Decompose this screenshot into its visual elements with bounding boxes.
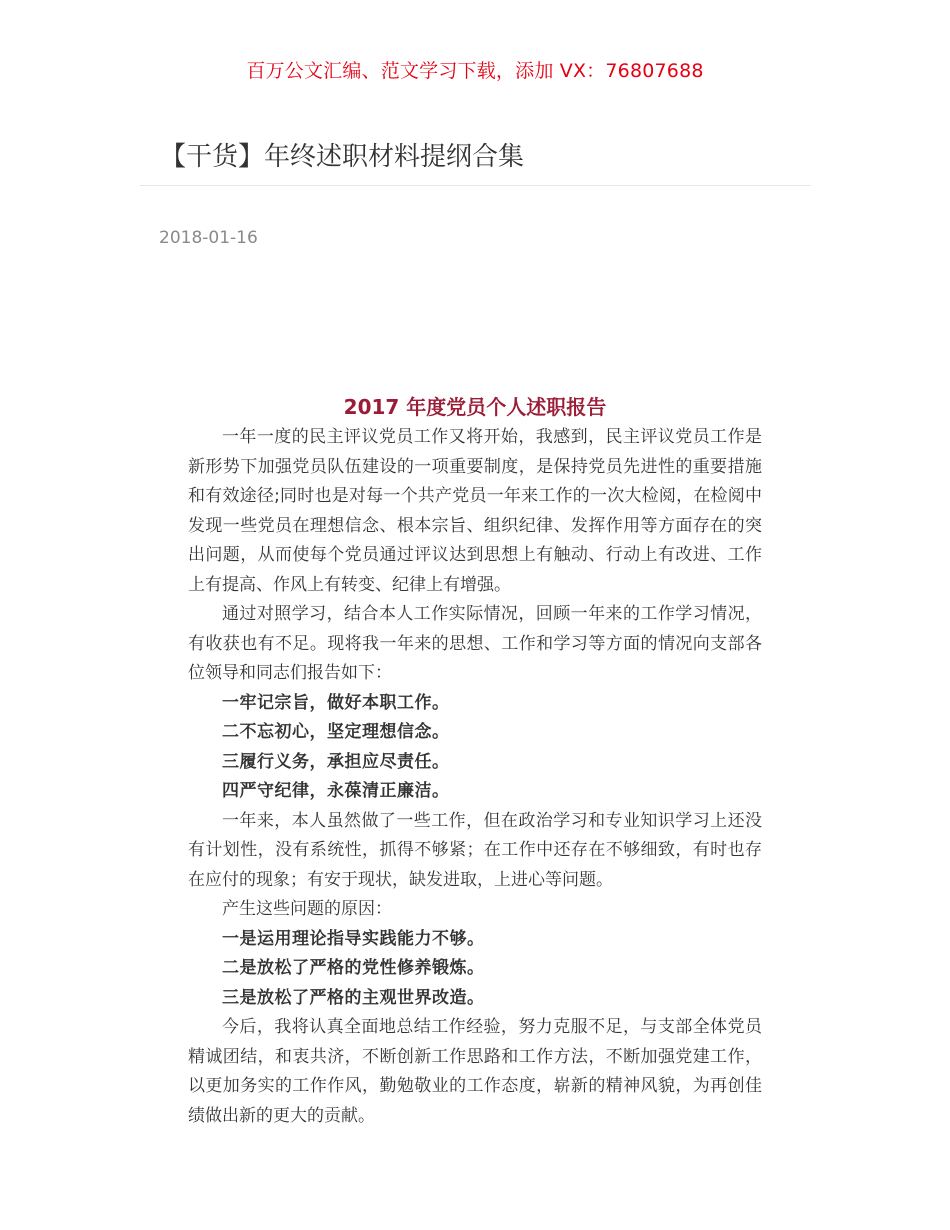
paragraph: 今后，我将认真全面地总结工作经验，努力克服不足，与支部全体党员精诚团结，和衷共济，不断创新工作思路和工作方法，不断加强党建工作，以更加务实的工作作风，勤勉敬业的工作态度，崭新的精神风貌，为再创佳绩做出新的更大的贡献。	[188, 1017, 762, 1126]
report-title: 2017 年度党员个人述职报告	[343, 395, 607, 419]
key-point: 三履行义务，承担应尽责任。	[222, 751, 450, 772]
watermark-banner: 百万公文汇编、范文学习下载，添加 VX：76807688	[246, 60, 704, 82]
paragraph: 一年来，本人虽然做了一些工作，但在政治学习和专业知识学习上还没有计划性，没有系统性，抓得不够紧；在工作中还存在不够细致，有时也存在应付的现象；有安于现状，缺发进取，上进心等问题。	[188, 810, 762, 890]
paragraph: 一年一度的民主评议党员工作又将开始，我感到，民主评议党员工作是新形势下加强党员队伍建设的一项重要制度，是保持党员先进性的重要措施和有效途径;同时也是对每一个共产党员一年来工作的一次大检阅，在检阅中发现一些党员在理想信念、根本宗旨、组织纪律、发挥作用等方面存在的突出问题，从而使每个党员通过评议达到思想上有触动、行动上有改进、工作上有提高、作风上有转变、纪律上有增强。	[188, 427, 762, 595]
paragraph: 通过对照学习，结合本人工作实际情况，回顾一年来的工作学习情况，有收获也有不足。现将我一年来的思想、工作和学习等方面的情况向支部各位领导和同志们报告如下：	[188, 604, 762, 683]
paragraph: 产生这些问题的原因：	[222, 899, 392, 919]
cause-point: 三是放松了严格的主观世界改造。	[222, 987, 485, 1008]
cause-point: 一是运用理论指导实践能力不够。	[222, 928, 485, 949]
cause-point: 二是放松了严格的党性修养锻炼。	[222, 958, 485, 978]
article-title: 【干货】年终述职材料提纲合集	[160, 142, 525, 172]
title-divider	[140, 185, 811, 186]
key-point: 一牢记宗旨，做好本职工作。	[222, 692, 450, 713]
key-point: 四严守纪律，永葆清正廉洁。	[222, 781, 450, 801]
report-body	[188, 391, 762, 1131]
key-point: 二不忘初心，坚定理想信念。	[222, 722, 450, 742]
article-date: 2018-01-16	[159, 228, 258, 248]
